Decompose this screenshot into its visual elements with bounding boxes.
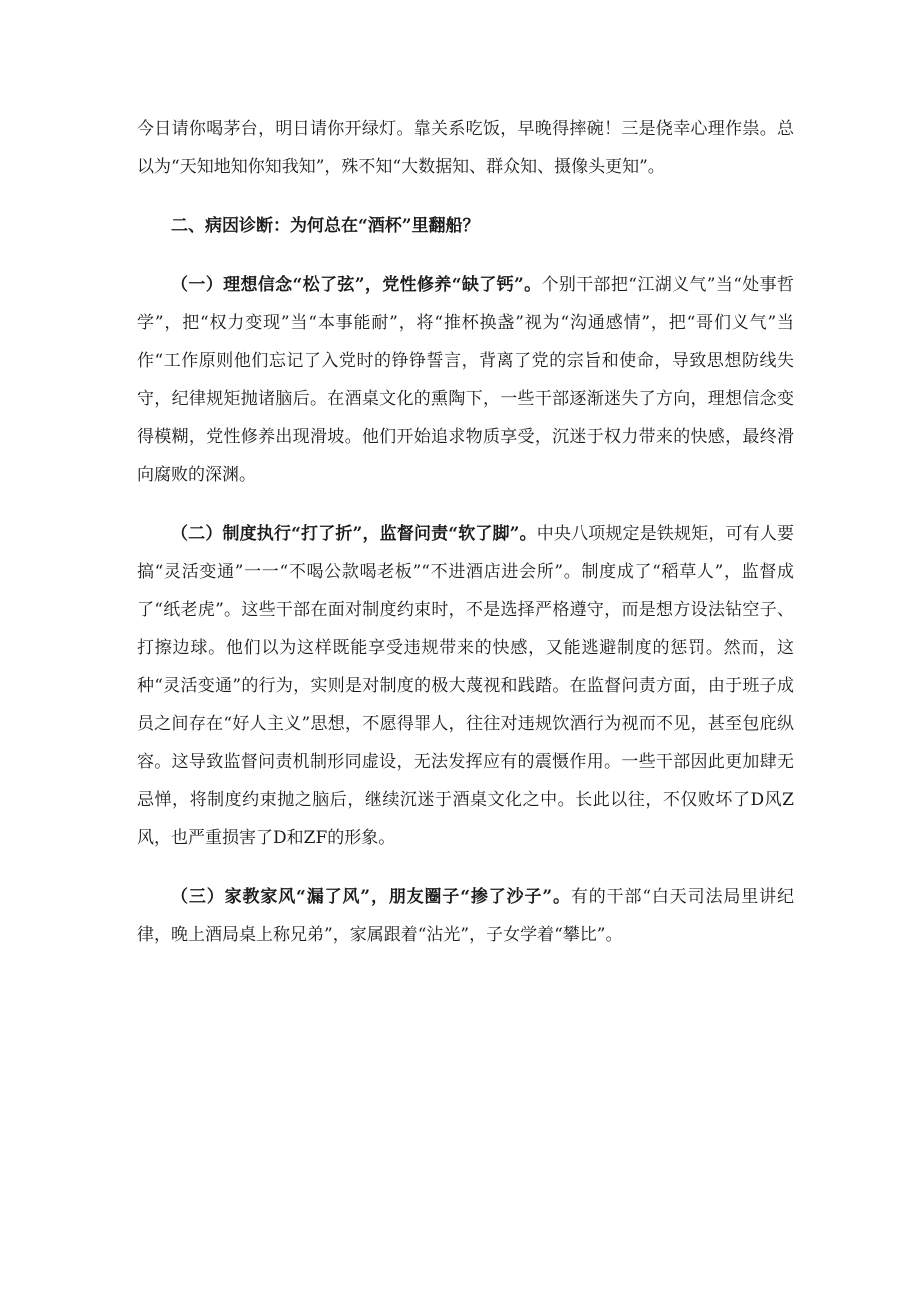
section-2-lead: （二）制度执行“打了折”，监督问责“软了脚”。 xyxy=(171,524,537,544)
paragraph-section-3 xyxy=(137,878,794,954)
paragraph-section-2 xyxy=(137,515,794,857)
paragraph-section-1 xyxy=(137,266,794,494)
paragraph-intro: 今日请你喝茅台，明日请你开绿灯。靠关系吃饭，早晚得摔碗！三是侥幸心理作祟。总以为“天知地知你知我知”，殊不知“大数据知、群众知、摄像头更知”。 xyxy=(137,119,794,177)
section-1-body: 个别干部把“江湖义气”当“处事哲学”，把“权力变现”当“本事能耐”，将“推杯换盏”视为“沟通感情”，把“哥们义气”当作“工作原则他们忘记了入党时的铮铮誓言，背离了党的宗旨和使命，导致思想防线失守，纪律规矩抛诸脑后。在酒桌文化的熏陶下，一些干部逐渐迷失了方向，理想信念变得模糊，党性修养出现滑坡。他们开始追求物质享受，沉迷于权力带来的快感，最终滑向腐败的深渊。 xyxy=(137,275,794,485)
section-3-body: 有的干部“白天司法局里讲纪律，晚上酒局桌上称兄弟”，家属跟着“沾光”，子女学着“攀比”。 xyxy=(137,887,794,945)
document-body xyxy=(137,110,794,954)
section-2-body: 中央八项规定是铁规矩，可有人要搞“灵活变通”一一“不喝公款喝老板”“不进酒店进会所”。制度成了“稻草人”，监督成了“纸老虎”。这些干部在面对制度约束时，不是选择严格遵守，而是想方设法钻空子、打擦边球。他们以为这样既能享受违规带来的快感，又能逃避制度的惩罚。然而，这种“灵活变通”的行为，实则是对制度的极大蔑视和践踏。在监督问责方面，由于班子成员之间存在“好人主义”思想，不愿得罪人，往往对违规饮酒行为视而不见，甚至包庇纵容。这导致监督问责机制形同虚设，无法发挥应有的震慑作用。一些干部因此更加肆无忌惮，将制度约束抛之脑后，继续沉迷于酒桌文化之中。长此以往，不仅败坏了D风Z风，也严重损害了D和ZF的形象。 xyxy=(137,524,794,848)
section-heading: 二、病因诊断：为何总在“酒杯”里翻船？ xyxy=(171,216,480,236)
section-1-lead: （一）理想信念“松了弦”，党性修养“缺了钙”。 xyxy=(171,275,542,295)
section-3-lead: （三）家教家风“漏了风”，朋友圈子“掺了沙子”。 xyxy=(171,887,571,907)
